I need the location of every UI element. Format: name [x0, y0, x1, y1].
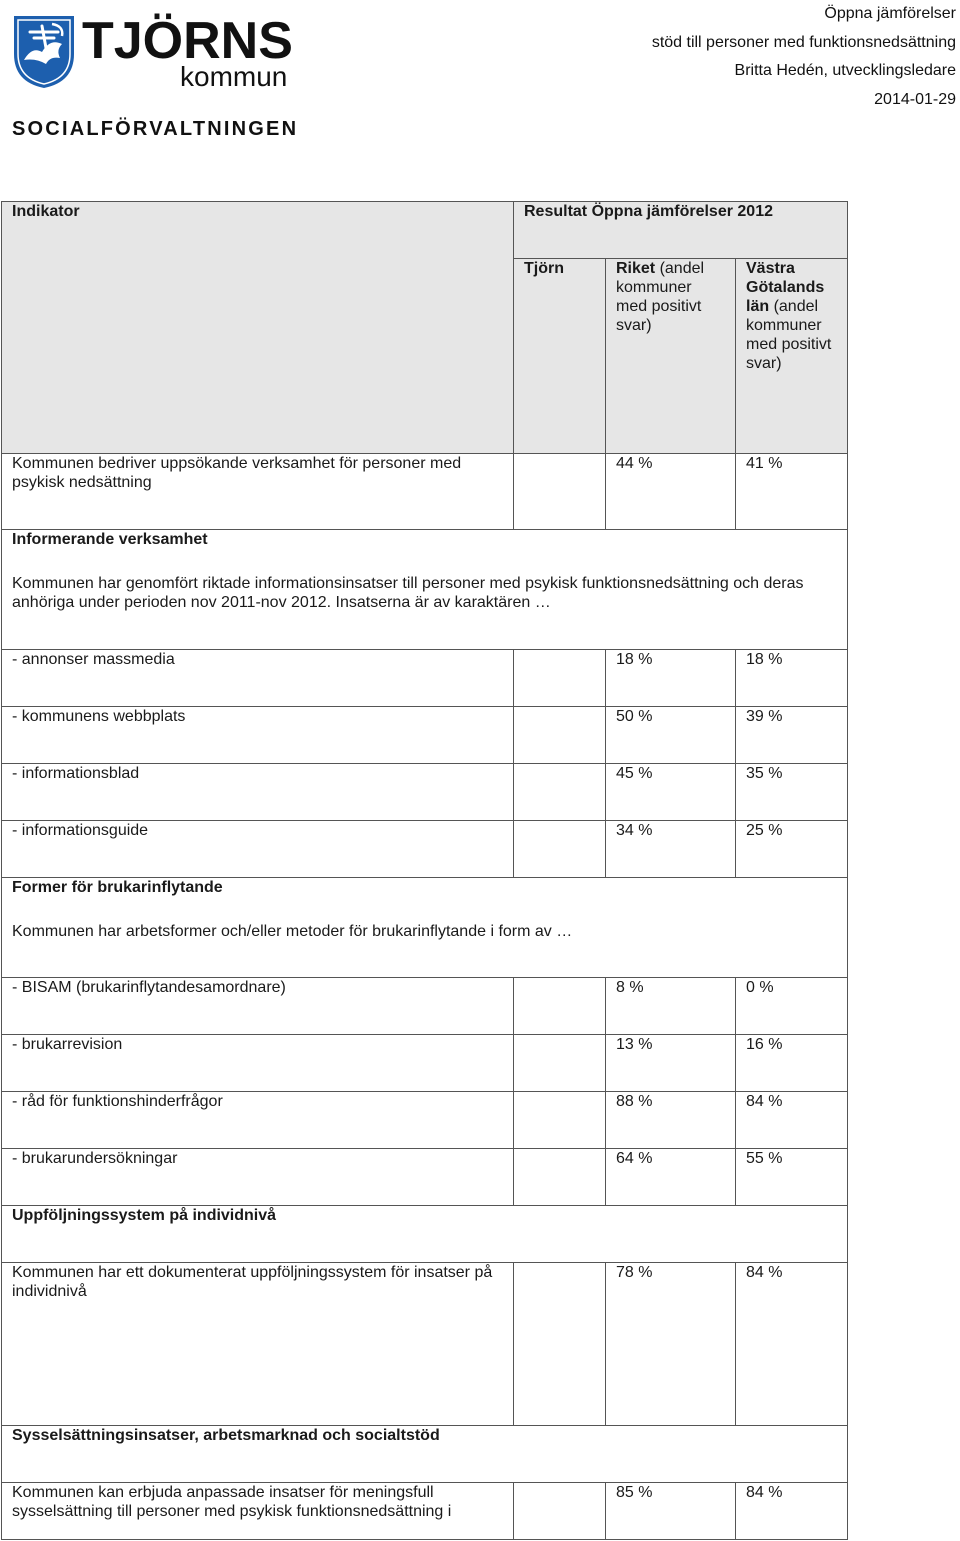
value-tjorn — [514, 1483, 606, 1540]
row-label: Kommunen bedriver uppsökande verksamhet för personer med psykisk nedsättning — [2, 454, 514, 530]
section-title: Sysselsättningsinsatser, arbetsmarknad och socialtstöd — [12, 1427, 440, 1444]
row-label: - råd för funktionshinderfrågor — [2, 1092, 514, 1149]
table-row — [2, 978, 848, 1035]
value-riket: 18 % — [606, 650, 736, 707]
row-label: - annonser massmedia — [2, 650, 514, 707]
value-tjorn — [514, 1149, 606, 1206]
value-lan: 0 % — [736, 978, 848, 1035]
section-text: Kommunen har arbetsformer och/eller metoder för brukarinflytande i form av … — [12, 923, 573, 940]
row-label: - informationsblad — [2, 764, 514, 821]
value-lan: 55 % — [736, 1149, 848, 1206]
section-row — [2, 878, 848, 978]
meta-line: 2014-01-29 — [874, 90, 956, 108]
value-tjorn — [514, 1035, 606, 1092]
value-riket: 8 % — [606, 978, 736, 1035]
row-label: - informationsguide — [2, 821, 514, 878]
row-label: - kommunens webbplats — [2, 707, 514, 764]
value-riket: 64 % — [606, 1149, 736, 1206]
value-riket: 78 % — [606, 1263, 736, 1426]
section-uppfoljning — [2, 1206, 848, 1263]
table-row — [2, 650, 848, 707]
section-former — [2, 878, 848, 978]
value-lan: 39 % — [736, 707, 848, 764]
value-riket: 50 % — [606, 707, 736, 764]
column-header-riket: Riket (andel kommuner med positivt svar) — [606, 259, 736, 454]
logo-subtitle: kommun — [180, 61, 288, 90]
row-label: Kommunen har ett dokumenterat uppföljningssystem för insatser på individnivå — [2, 1263, 514, 1426]
table-row — [2, 821, 848, 878]
value-tjorn — [514, 978, 606, 1035]
value-lan: 35 % — [736, 764, 848, 821]
value-tjorn — [514, 1263, 606, 1426]
table-row — [2, 454, 848, 530]
value-tjorn — [514, 764, 606, 821]
value-tjorn — [514, 821, 606, 878]
value-tjorn — [514, 454, 606, 530]
document-meta — [652, 0, 956, 114]
table-row — [2, 1483, 848, 1540]
table-row — [2, 1263, 848, 1426]
table-row — [2, 707, 848, 764]
logo-wordmark: TJÖRNS — [82, 12, 293, 70]
section-title: Uppföljningssystem på individnivå — [12, 1207, 277, 1224]
value-lan: 18 % — [736, 650, 848, 707]
table-row — [2, 1149, 848, 1206]
value-riket: 88 % — [606, 1092, 736, 1149]
value-riket: 44 % — [606, 454, 736, 530]
header-result: Resultat Öppna jämförelser 2012 — [514, 202, 848, 259]
row-label: Kommunen kan erbjuda anpassade insatser för meningsfull sysselsättning till personer med psykisk funktionsnedsättning i — [2, 1483, 514, 1540]
section-title: Informerande verksamhet — [12, 531, 208, 548]
section-informerande — [2, 530, 848, 650]
section-row — [2, 1206, 848, 1263]
table-row — [2, 764, 848, 821]
row-label: - brukarundersökningar — [2, 1149, 514, 1206]
section-row — [2, 530, 848, 650]
table-row — [2, 1092, 848, 1149]
value-riket: 45 % — [606, 764, 736, 821]
value-lan: 25 % — [736, 821, 848, 878]
section-row — [2, 1426, 848, 1483]
tjorns-kommun-logo — [12, 8, 302, 90]
meta-line: stöd till personer med funktionsnedsättning — [651, 33, 956, 51]
column-header-tjorn: Tjörn — [514, 259, 606, 454]
department-title: SOCIALFÖRVALTNINGEN — [12, 118, 299, 140]
value-lan: 41 % — [736, 454, 848, 530]
section-text: Kommunen har genomfört riktade informationsinsatser till personer med psykisk funktionsnedsättning och deras anhöriga under perioden nov 2011-nov 2012. Insatserna är av karaktären … — [12, 575, 804, 611]
value-lan: 16 % — [736, 1035, 848, 1092]
column-header-lan: Västra Götalands län (andel kommuner med positivt svar) — [736, 259, 848, 454]
header-indikator: Indikator — [2, 202, 514, 454]
value-riket: 85 % — [606, 1483, 736, 1540]
value-tjorn — [514, 707, 606, 764]
value-lan: 84 % — [736, 1092, 848, 1149]
value-riket: 13 % — [606, 1035, 736, 1092]
value-tjorn — [514, 650, 606, 707]
table-row — [2, 1035, 848, 1092]
value-lan: 84 % — [736, 1263, 848, 1426]
indicator-table — [1, 201, 848, 1540]
row-label: - brukarrevision — [2, 1035, 514, 1092]
row-label: - BISAM (brukarinflytandesamordnare) — [2, 978, 514, 1035]
meta-line: Öppna jämförelser — [824, 5, 956, 22]
section-sysselsattning — [2, 1426, 848, 1483]
value-lan: 84 % — [736, 1483, 848, 1540]
section-title: Former för brukarinflytande — [12, 879, 223, 896]
meta-line: Britta Hedén, utvecklingsledare — [734, 62, 956, 79]
value-tjorn — [514, 1092, 606, 1149]
value-riket: 34 % — [606, 821, 736, 878]
municipal-crest-icon — [14, 16, 74, 88]
